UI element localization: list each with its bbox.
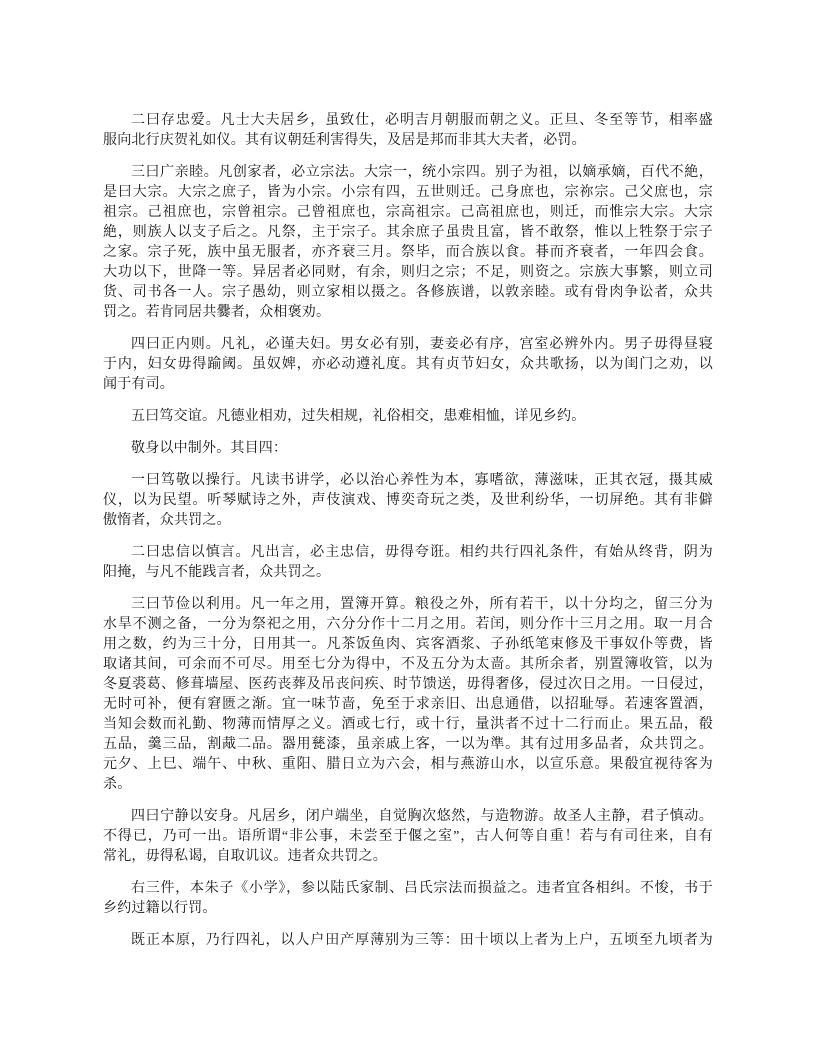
paragraph xyxy=(103,807,713,867)
text-line: 当知会数而礼勤、物薄而情厚之义。酒或七行，或十行，量洪者不过十二行而止。果五品，殽 xyxy=(103,717,713,732)
text-line: 三曰广亲睦。凡创家者，必立宗法。大宗一，统小宗四。别子为祖，以嫡承嫡，百代不絶， xyxy=(131,165,713,180)
text-line: 服向北行庆贺礼如仪。其有议朝廷利害得失，及居是邦而非其大夫者，必罚。 xyxy=(103,133,586,148)
text-line: 于内，妇女毋得踰阈。虽奴婢，亦必动遵礼度。其有贞节妇女，众共歌扬，以为闺门之劝，以 xyxy=(103,357,713,372)
text-line: 傲惰者，众共罚之。 xyxy=(103,513,231,528)
text-line: 三曰节俭以利用。凡一年之用，置簿开算。粮役之外，所有若干，以十分均之，留三分为 xyxy=(131,597,713,612)
text-line: 冬夏裘葛、修葺墙屋、医药丧葬及吊丧问疾、时节馈送，毋得奢侈，侵过次日之用。一日侵过， xyxy=(103,677,713,692)
text-line: 四曰正内则。凡礼，必谨夫妇。男女必有别，妻妾必有序，宫室必辨外内。男子毋得昼寝 xyxy=(131,337,713,352)
text-line: 元夕、上巳、端午、中秋、重阳、腊日立为六会，相与燕游山水，以宣乐意。果殽宜视待客为 xyxy=(103,757,713,772)
text-line: 常礼，毋得私谒，自取讥议。违者众共罚之。 xyxy=(103,849,387,864)
text-line: 一曰笃敬以操行。凡读书讲学，必以治心养性为本，寡嗜欲，薄滋味，正其衣冠，摄其威 xyxy=(131,473,713,488)
text-line: 五曰笃交谊。凡德业相劝，过失相规，礼俗相交，患难相恤，详见乡约。 xyxy=(131,409,586,424)
text-line: 大功以下，世降一等。异居者必同财，有余，则归之宗；不足，则资之。宗族大事繁，则立司 xyxy=(103,265,713,280)
text-line: 水旱不测之备，一分为祭祀之用，六分分作十二月之用。若闰，则分作十三月之用。取一月合 xyxy=(103,617,713,632)
paragraph xyxy=(103,439,713,459)
text-line: 用之数，约为三十分，日用其一。凡茶饭鱼肉、宾客酒浆、子孙纸笔束修及干事奴仆等费，皆 xyxy=(103,637,713,652)
paragraph xyxy=(103,879,713,919)
text-line: 不得已，乃可一出。语所谓“非公事，未尝至于偃之室”，古人何等自重！若与有司往来，自有 xyxy=(103,829,713,844)
document-body xyxy=(103,111,713,951)
text-line: 絶，则族人以支子后之。凡祭，主于宗子。其余庶子虽贵且富，皆不敢祭，惟以上牲祭于宗子 xyxy=(103,225,713,240)
text-line: 之家。宗子死，族中虽无服者，亦齐衰三月。祭毕，而合族以食。朞而齐衰者，一年四会食。 xyxy=(103,245,713,260)
text-line: 祖宗。己祖庶也，宗曾祖宗。己曾祖庶也，宗高祖宗。己高祖庶也，则迁，而惟宗大宗。大宗 xyxy=(103,205,713,220)
paragraph xyxy=(103,931,713,951)
paragraph xyxy=(103,471,713,531)
text-line: 敬身以中制外。其目四： xyxy=(131,441,288,456)
text-line: 右三件，本朱子《小学》，参以陆氏家制、吕氏宗法而损益之。违者宜各相纠。不悛，书于 xyxy=(131,881,713,896)
paragraph xyxy=(103,407,713,427)
paragraph xyxy=(103,543,713,583)
text-line: 罚之。若肯同居共爨者，众相褒劝。 xyxy=(103,305,331,320)
paragraph xyxy=(103,111,713,151)
paragraph xyxy=(103,595,713,795)
text-line: 四曰宁静以安身。凡居乡，闭户端坐，自觉胸次悠然，与造物游。故圣人主静，君子慎动。 xyxy=(131,809,713,824)
text-line: 二曰存忠爱。凡士大夫居乡，虽致仕，必明吉月朝服而朝之义。正旦、冬至等节，相率盛 xyxy=(131,113,713,128)
text-line: 仪，以为民望。听琴赋诗之外，声伎演戏、博奕奇玩之类，及世利纷华，一切屏绝。其有非僻 xyxy=(103,493,713,508)
text-line: 杀。 xyxy=(103,777,132,792)
text-line: 货、司书各一人。宗子愚幼，则立家相以摄之。各修族谱，以敦亲睦。或有骨肉争讼者，众共 xyxy=(103,285,713,300)
text-line: 闻于有司。 xyxy=(103,377,174,392)
text-line: 取诸其间，可余而不可尽。用至七分为得中，不及五分为太啬。其所余者，别置簿收管，以为 xyxy=(103,657,713,672)
text-line: 既正本原，乃行四礼，以人户田产厚薄别为三等：田十顷以上者为上户，五顷至九顷者为 xyxy=(131,933,713,948)
text-line: 是曰大宗。大宗之庶子，皆为小宗。小宗有四，五世则迁。己身庶也，宗祢宗。己父庶也，宗 xyxy=(103,185,713,200)
text-line: 无时可补，便有窘匮之渐。宜一味节啬，免至于求亲旧、出息通借，以招耻辱。若速客置酒， xyxy=(103,697,713,712)
text-line: 五品，羹三品，割胾二品。器用甆漆，虽亲戚上客，一以为準。其有过用多品者，众共罚之。 xyxy=(103,737,713,752)
text-line: 阳掩，与凡不能践言者，众共罚之。 xyxy=(103,565,331,580)
text-line: 乡约过籍以行罚。 xyxy=(103,901,217,916)
paragraph xyxy=(103,335,713,395)
text-line: 二曰忠信以慎言。凡出言，必主忠信，毋得夸诳。相约共行四礼条件，有始从终背，阴为 xyxy=(131,545,713,560)
paragraph xyxy=(103,163,713,323)
